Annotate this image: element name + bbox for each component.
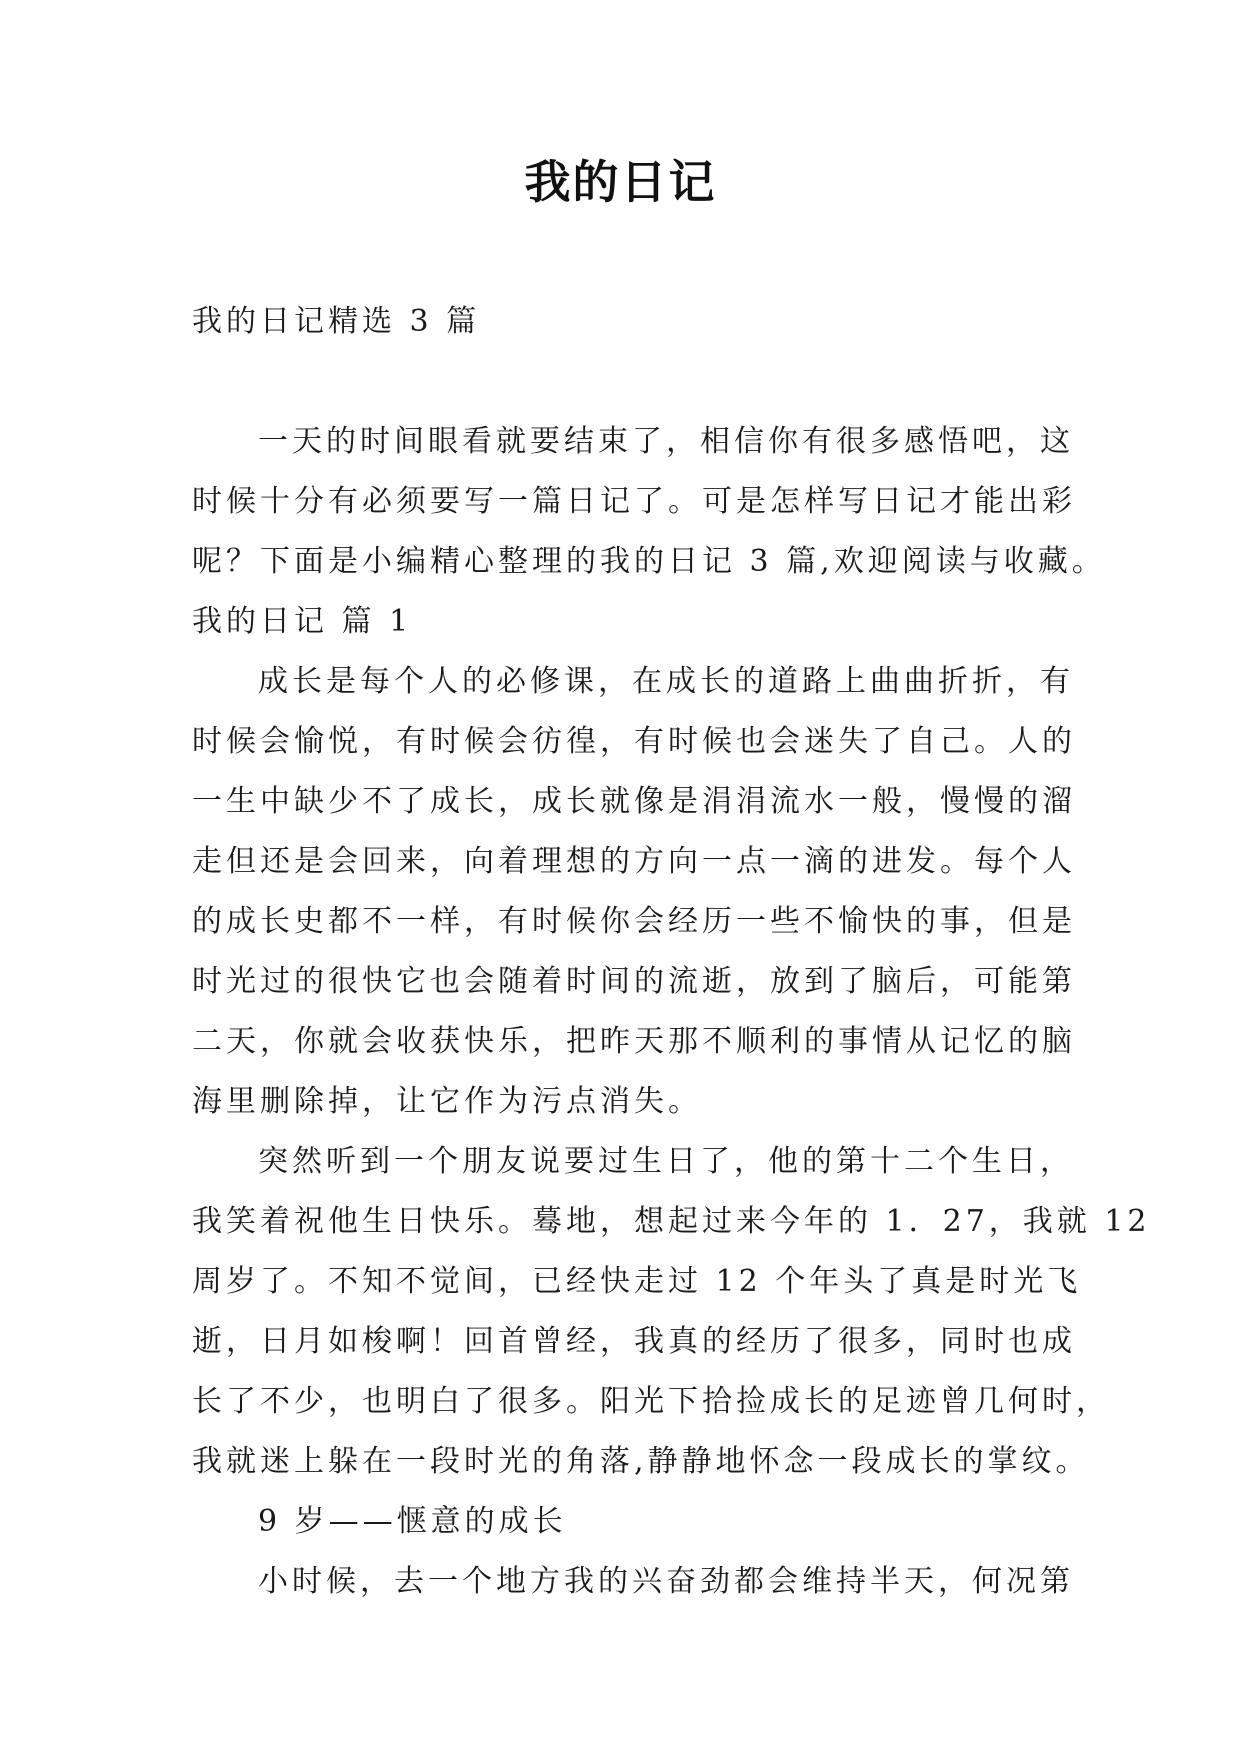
paragraph1-line: 成长是每个人的必修课，在成长的道路上曲曲折折，有: [258, 664, 1074, 699]
blank-line: [192, 352, 1062, 412]
section-heading: 我的日记 篇 1: [192, 604, 413, 639]
paragraph1-line: 一生中缺少不了成长，成长就像是涓涓流水一般，慢慢的溜: [192, 784, 1076, 819]
paragraph1-line: 时候会愉悦，有时候会彷徨，有时候也会迷失了自己。人的: [192, 724, 1076, 759]
paragraph2-line: 长了不少，也明白了很多。阳光下拾捡成长的足迹曾几何时，: [192, 1384, 1110, 1419]
paragraph1-line: 走但还是会回来，向着理想的方向一点一滴的进发。每个人: [192, 844, 1076, 879]
intro-line: 时候十分有必须要写一篇日记了。可是怎样写日记才能出彩: [192, 484, 1076, 519]
paragraph1-line: 海里删除掉，让它作为污点消失。: [192, 1084, 702, 1119]
paragraph1-line: 时光过的很快它也会随着时间的流逝，放到了脑后，可能第: [192, 964, 1076, 999]
paragraph2-line: 周岁了。不知不觉间，已经快走过 12 个年头了真是时光飞: [192, 1264, 1082, 1299]
paragraph1-line: 二天，你就会收获快乐，把昨天那不顺利的事情从记忆的脑: [192, 1024, 1076, 1059]
paragraph2-line: 我笑着祝他生日快乐。蓦地，想起过来今年的 1．27，我就 12: [192, 1204, 1151, 1239]
document-body: [192, 292, 1151, 1612]
intro-line: 呢？下面是小编精心整理的我的日记 3 篇,欢迎阅读与收藏。: [192, 544, 1106, 579]
document-title: 我的日记: [524, 155, 717, 209]
document-subtitle: 我的日记精选 3 篇: [192, 304, 481, 339]
paragraph2-line: 我就迷上躲在一段时光的角落,静静地怀念一段成长的掌纹。: [192, 1444, 1090, 1479]
paragraph1-line: 的成长史都不一样，有时候你会经历一些不愉快的事，但是: [192, 904, 1076, 939]
paragraph2-line: 逝，日月如梭啊！回首曾经，我真的经历了很多，同时也成: [192, 1324, 1076, 1359]
paragraph2-line: 突然听到一个朋友说要过生日了，他的第十二个生日，: [258, 1144, 1074, 1179]
paragraph3-line: 小时候，去一个地方我的兴奋劲都会维持半天，何况第: [258, 1564, 1074, 1599]
intro-line: 一天的时间眼看就要结束了，相信你有很多感悟吧，这: [258, 424, 1074, 459]
age-heading: 9 岁——惬意的成长: [258, 1504, 567, 1539]
